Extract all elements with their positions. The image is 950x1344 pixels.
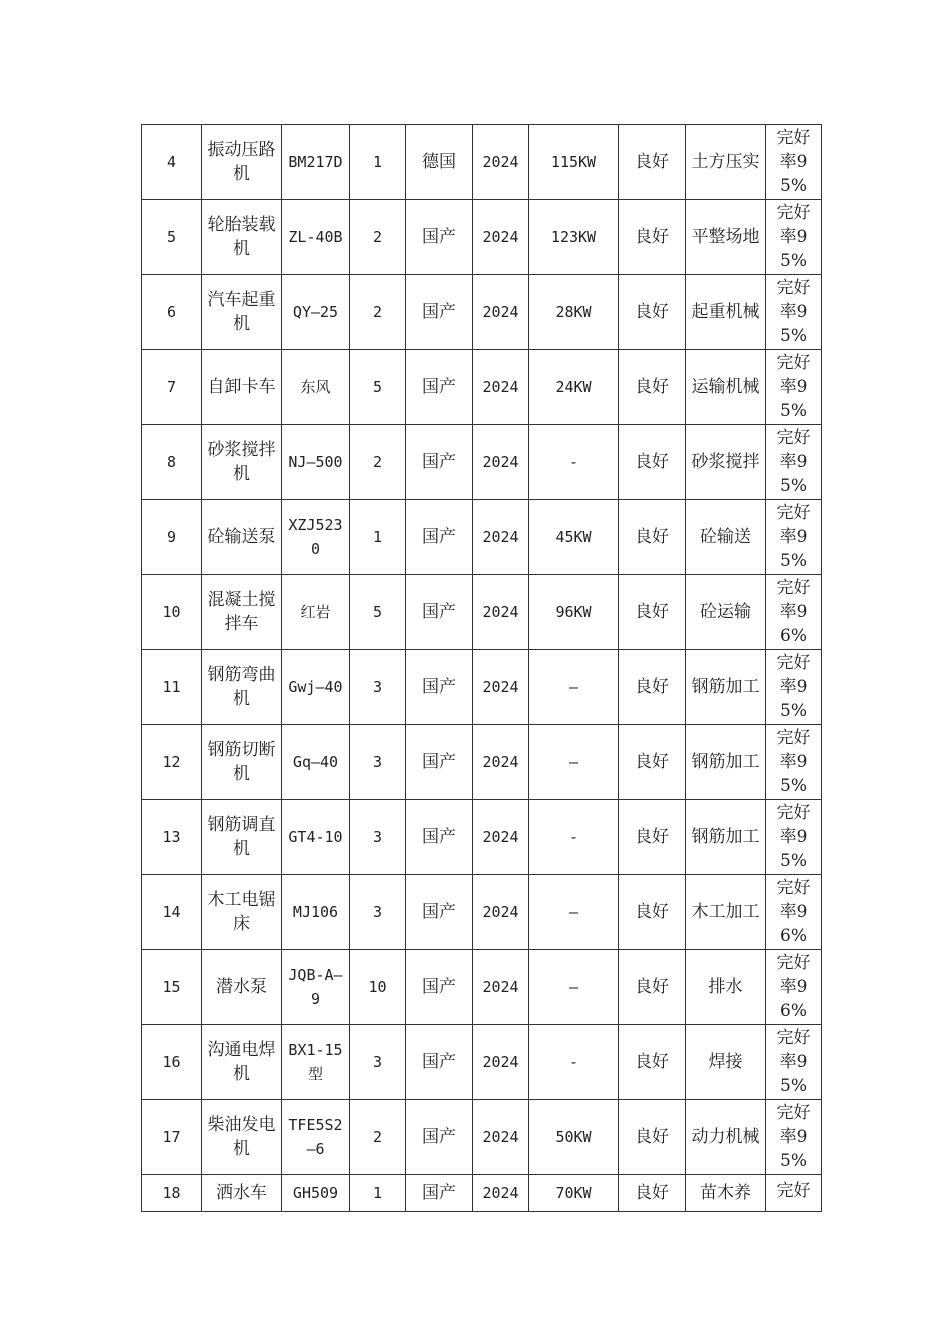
- cell-equipment-name: 木工电锯床: [202, 875, 282, 950]
- cell-year: 2024: [473, 275, 529, 350]
- cell-condition: 良好: [619, 1175, 686, 1212]
- cell-year: 2024: [473, 875, 529, 950]
- cell-intact-rate: 完好率95%: [766, 125, 822, 200]
- cell-year: 2024: [473, 500, 529, 575]
- cell-equipment-name: 汽车起重机: [202, 275, 282, 350]
- cell-usage: 苗木养: [686, 1175, 766, 1212]
- cell-number: 15: [142, 950, 202, 1025]
- cell-usage: 土方压实: [686, 125, 766, 200]
- cell-equipment-name: 钢筋调直机: [202, 800, 282, 875]
- cell-condition: 良好: [619, 650, 686, 725]
- cell-equipment-name: 钢筋弯曲机: [202, 650, 282, 725]
- cell-year: 2024: [473, 1025, 529, 1100]
- cell-number: 18: [142, 1175, 202, 1212]
- cell-usage: 钢筋加工: [686, 650, 766, 725]
- cell-model: GT4-10: [282, 800, 350, 875]
- cell-usage: 木工加工: [686, 875, 766, 950]
- cell-condition: 良好: [619, 875, 686, 950]
- cell-year: 2024: [473, 575, 529, 650]
- cell-number: 12: [142, 725, 202, 800]
- cell-model: XZJ5230: [282, 500, 350, 575]
- table-row: [142, 200, 822, 275]
- cell-number: 14: [142, 875, 202, 950]
- cell-equipment-name: 砼输送泵: [202, 500, 282, 575]
- table-row: [142, 1175, 822, 1212]
- cell-origin: 国产: [406, 725, 473, 800]
- cell-origin: 国产: [406, 575, 473, 650]
- cell-power: -: [529, 800, 619, 875]
- cell-model: QY—25: [282, 275, 350, 350]
- cell-model: 东风: [282, 350, 350, 425]
- cell-equipment-name: 沟通电焊机: [202, 1025, 282, 1100]
- cell-year: 2024: [473, 725, 529, 800]
- cell-intact-rate: 完好率95%: [766, 425, 822, 500]
- cell-power: 28KW: [529, 275, 619, 350]
- table-row: [142, 125, 822, 200]
- table-row: [142, 950, 822, 1025]
- cell-number: 9: [142, 500, 202, 575]
- cell-quantity: 3: [350, 875, 406, 950]
- cell-quantity: 2: [350, 200, 406, 275]
- cell-year: 2024: [473, 350, 529, 425]
- cell-model: Gq—40: [282, 725, 350, 800]
- cell-intact-rate: 完好率95%: [766, 350, 822, 425]
- cell-power: —: [529, 875, 619, 950]
- cell-origin: 国产: [406, 950, 473, 1025]
- cell-intact-rate: 完好率95%: [766, 1025, 822, 1100]
- cell-intact-rate: 完好率95%: [766, 650, 822, 725]
- cell-usage: 砼运输: [686, 575, 766, 650]
- table-row: [142, 1100, 822, 1175]
- cell-quantity: 2: [350, 1100, 406, 1175]
- cell-intact-rate: 完好: [766, 1175, 822, 1212]
- cell-condition: 良好: [619, 725, 686, 800]
- cell-equipment-name: 钢筋切断机: [202, 725, 282, 800]
- cell-usage: 焊接: [686, 1025, 766, 1100]
- cell-intact-rate: 完好率95%: [766, 275, 822, 350]
- cell-number: 11: [142, 650, 202, 725]
- table-row: [142, 275, 822, 350]
- cell-power: 24KW: [529, 350, 619, 425]
- cell-year: 2024: [473, 800, 529, 875]
- cell-usage: 运输机械: [686, 350, 766, 425]
- cell-year: 2024: [473, 425, 529, 500]
- table-row: [142, 350, 822, 425]
- cell-condition: 良好: [619, 350, 686, 425]
- cell-year: 2024: [473, 125, 529, 200]
- cell-power: —: [529, 650, 619, 725]
- cell-model: TFE5S2—6: [282, 1100, 350, 1175]
- cell-year: 2024: [473, 650, 529, 725]
- cell-number: 4: [142, 125, 202, 200]
- cell-origin: 国产: [406, 800, 473, 875]
- cell-intact-rate: 完好率96%: [766, 950, 822, 1025]
- cell-origin: 国产: [406, 425, 473, 500]
- cell-model: BM217D: [282, 125, 350, 200]
- cell-power: -: [529, 425, 619, 500]
- cell-origin: 国产: [406, 1100, 473, 1175]
- cell-origin: 国产: [406, 275, 473, 350]
- cell-origin: 国产: [406, 650, 473, 725]
- cell-condition: 良好: [619, 500, 686, 575]
- cell-power: 50KW: [529, 1100, 619, 1175]
- cell-equipment-name: 洒水车: [202, 1175, 282, 1212]
- cell-origin: 国产: [406, 875, 473, 950]
- cell-number: 5: [142, 200, 202, 275]
- cell-intact-rate: 完好率95%: [766, 800, 822, 875]
- cell-condition: 良好: [619, 950, 686, 1025]
- cell-intact-rate: 完好率95%: [766, 500, 822, 575]
- cell-condition: 良好: [619, 275, 686, 350]
- cell-equipment-name: 振动压路机: [202, 125, 282, 200]
- cell-model: Gwj—40: [282, 650, 350, 725]
- table-row: [142, 875, 822, 950]
- cell-quantity: 2: [350, 425, 406, 500]
- cell-power: —: [529, 725, 619, 800]
- cell-equipment-name: 混凝土搅拌车: [202, 575, 282, 650]
- cell-quantity: 3: [350, 800, 406, 875]
- cell-number: 16: [142, 1025, 202, 1100]
- cell-equipment-name: 轮胎装载机: [202, 200, 282, 275]
- cell-power: 70KW: [529, 1175, 619, 1212]
- cell-equipment-name: 潜水泵: [202, 950, 282, 1025]
- table-row: [142, 1025, 822, 1100]
- cell-power: 45KW: [529, 500, 619, 575]
- cell-number: 8: [142, 425, 202, 500]
- table-row: [142, 650, 822, 725]
- cell-usage: 钢筋加工: [686, 800, 766, 875]
- cell-condition: 良好: [619, 200, 686, 275]
- cell-usage: 钢筋加工: [686, 725, 766, 800]
- cell-equipment-name: 自卸卡车: [202, 350, 282, 425]
- cell-quantity: 3: [350, 1025, 406, 1100]
- cell-usage: 起重机械: [686, 275, 766, 350]
- cell-condition: 良好: [619, 575, 686, 650]
- cell-power: 96KW: [529, 575, 619, 650]
- cell-quantity: 1: [350, 1175, 406, 1212]
- cell-model: BX1-15型: [282, 1025, 350, 1100]
- cell-quantity: 2: [350, 275, 406, 350]
- cell-condition: 良好: [619, 1100, 686, 1175]
- cell-condition: 良好: [619, 1025, 686, 1100]
- cell-intact-rate: 完好率95%: [766, 725, 822, 800]
- table-row: [142, 800, 822, 875]
- cell-usage: 砼输送: [686, 500, 766, 575]
- table-row: [142, 500, 822, 575]
- cell-quantity: 3: [350, 725, 406, 800]
- cell-origin: 国产: [406, 500, 473, 575]
- cell-intact-rate: 完好率95%: [766, 200, 822, 275]
- cell-model: JQB-A—9: [282, 950, 350, 1025]
- cell-model: GH509: [282, 1175, 350, 1212]
- cell-condition: 良好: [619, 425, 686, 500]
- cell-number: 13: [142, 800, 202, 875]
- cell-quantity: 5: [350, 350, 406, 425]
- table-row: [142, 725, 822, 800]
- cell-usage: 砂浆搅拌: [686, 425, 766, 500]
- cell-power: 115KW: [529, 125, 619, 200]
- cell-year: 2024: [473, 950, 529, 1025]
- cell-model: 红岩: [282, 575, 350, 650]
- cell-number: 7: [142, 350, 202, 425]
- cell-quantity: 1: [350, 125, 406, 200]
- cell-equipment-name: 砂浆搅拌机: [202, 425, 282, 500]
- cell-origin: 国产: [406, 350, 473, 425]
- cell-power: -: [529, 1025, 619, 1100]
- cell-number: 17: [142, 1100, 202, 1175]
- cell-origin: 德国: [406, 125, 473, 200]
- cell-equipment-name: 柴油发电机: [202, 1100, 282, 1175]
- cell-quantity: 1: [350, 500, 406, 575]
- table-row: [142, 425, 822, 500]
- cell-power: —: [529, 950, 619, 1025]
- cell-origin: 国产: [406, 1175, 473, 1212]
- cell-year: 2024: [473, 1175, 529, 1212]
- cell-condition: 良好: [619, 800, 686, 875]
- table-row: [142, 575, 822, 650]
- cell-model: NJ—500: [282, 425, 350, 500]
- cell-usage: 排水: [686, 950, 766, 1025]
- cell-model: MJ106: [282, 875, 350, 950]
- cell-year: 2024: [473, 200, 529, 275]
- cell-origin: 国产: [406, 200, 473, 275]
- cell-quantity: 5: [350, 575, 406, 650]
- cell-origin: 国产: [406, 1025, 473, 1100]
- cell-usage: 动力机械: [686, 1100, 766, 1175]
- cell-quantity: 10: [350, 950, 406, 1025]
- equipment-table-body: [142, 125, 822, 1212]
- cell-model: ZL-40B: [282, 200, 350, 275]
- cell-condition: 良好: [619, 125, 686, 200]
- cell-intact-rate: 完好率95%: [766, 1100, 822, 1175]
- cell-intact-rate: 完好率96%: [766, 875, 822, 950]
- cell-usage: 平整场地: [686, 200, 766, 275]
- cell-number: 6: [142, 275, 202, 350]
- cell-number: 10: [142, 575, 202, 650]
- equipment-table: [141, 124, 822, 1212]
- cell-power: 123KW: [529, 200, 619, 275]
- cell-quantity: 3: [350, 650, 406, 725]
- cell-year: 2024: [473, 1100, 529, 1175]
- cell-intact-rate: 完好率96%: [766, 575, 822, 650]
